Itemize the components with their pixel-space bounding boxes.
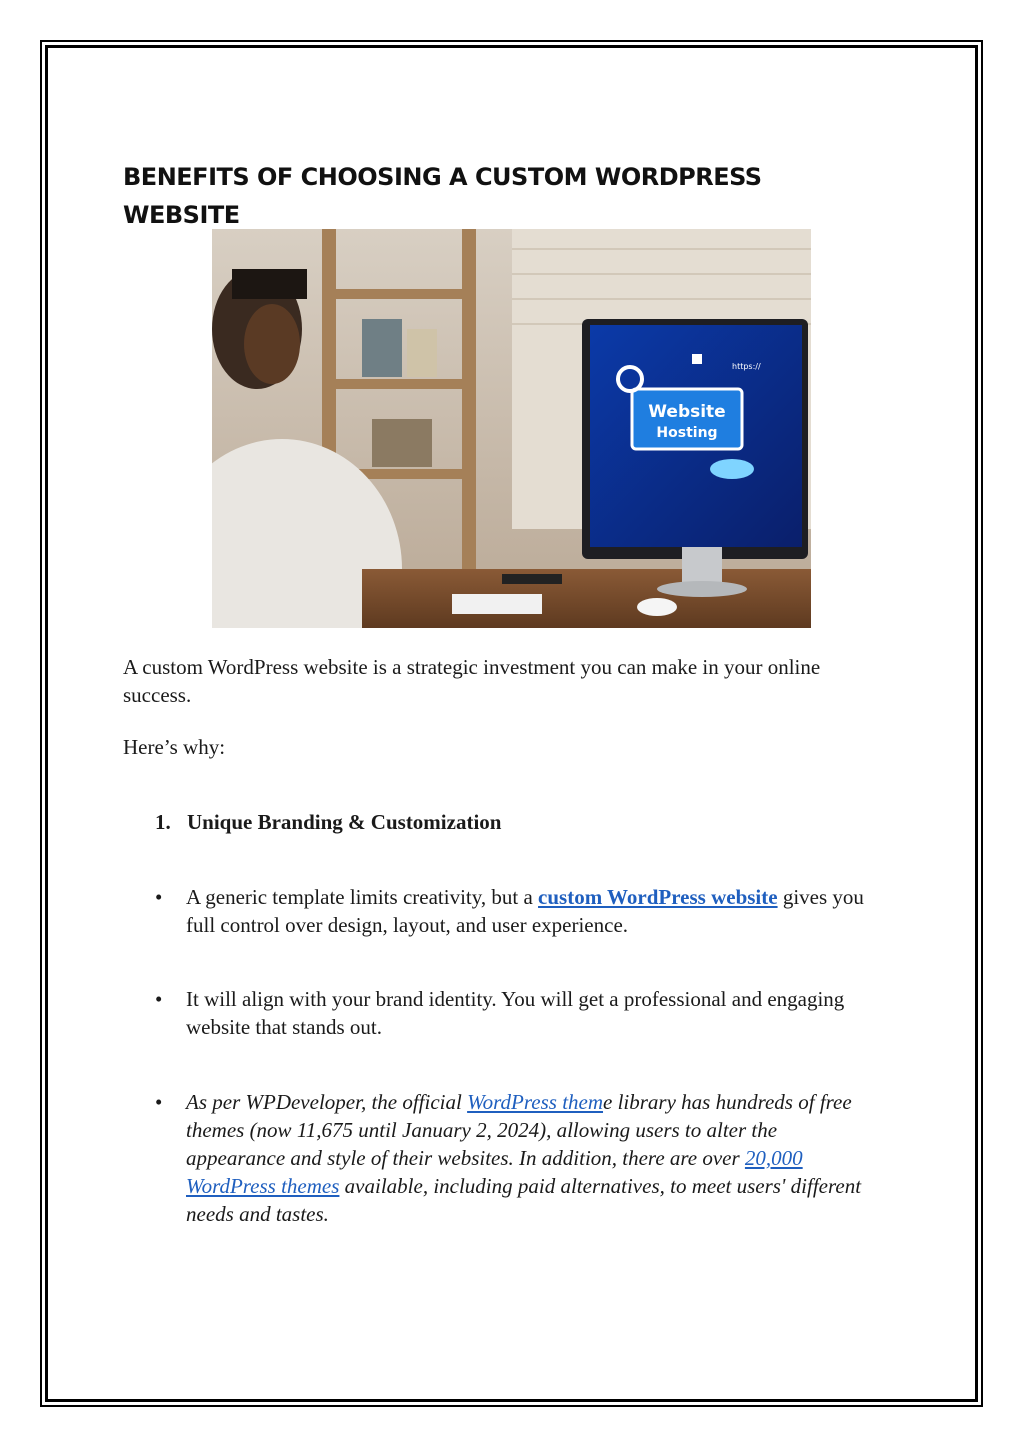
- hero-illustration: [212, 229, 811, 628]
- bullet-text: e library has hundreds of free themes (now 11,675 until January 2, 2024), allowing users to alter the appearance and style of their websites. In addition, there are over: [186, 1090, 852, 1170]
- hero-screen-text-2: Hosting: [656, 425, 718, 441]
- hero-screen-url: https://: [732, 362, 761, 371]
- list-item: [155, 1088, 875, 1228]
- intro-paragraph: A custom WordPress website is a strategic investment you can make in your online success.: [123, 655, 821, 707]
- bullet-text: It will align with your brand identity. You will get a professional and engaging website that stands out.: [186, 987, 845, 1039]
- bullet-icon: •: [155, 885, 163, 909]
- bullet-icon: •: [155, 1090, 163, 1114]
- list-item: [155, 985, 875, 1041]
- bullet-text: As per WPDeveloper, the official: [186, 1090, 468, 1114]
- page-title: BENEFITS OF CHOOSING A CUSTOM WORDPRESS WEBSITE: [123, 163, 762, 229]
- bullet-text: available, including paid alternatives, to meet users' different needs and tastes.: [186, 1174, 862, 1226]
- numbered-heading-text: Unique Branding & Customization: [187, 810, 502, 834]
- heres-why-text: Here’s why:: [123, 735, 226, 759]
- hero-image: [212, 229, 811, 628]
- bullet-icon: •: [155, 987, 163, 1011]
- list-item: [155, 883, 875, 939]
- custom-wordpress-website-link[interactable]: custom WordPress website: [538, 885, 778, 909]
- hero-screen-text-1: Website: [648, 402, 726, 422]
- wordpress-theme-link[interactable]: WordPress them: [467, 1090, 604, 1114]
- bullet-text: gives you full control over design, layout, and user experience.: [186, 885, 864, 937]
- wordpress-themes-link[interactable]: 20,000 WordPress themes: [186, 1146, 803, 1198]
- bullet-text: A generic template limits creativity, but a: [186, 885, 539, 909]
- numbered-heading: [155, 808, 501, 836]
- numbered-heading-number: 1.: [155, 810, 171, 834]
